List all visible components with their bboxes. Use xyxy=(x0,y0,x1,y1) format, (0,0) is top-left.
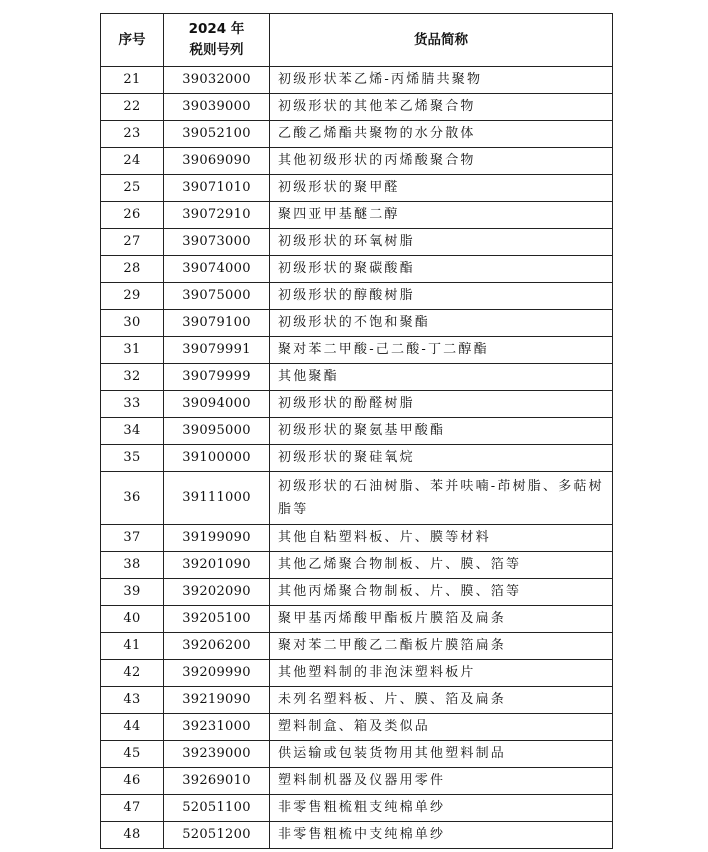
cell-code: 39079100 xyxy=(164,310,270,337)
cell-code: 52051200 xyxy=(164,822,270,849)
cell-name: 初级形状的醇酸树脂 xyxy=(270,283,613,310)
cell-seq: 32 xyxy=(101,364,164,391)
cell-code: 52051100 xyxy=(164,795,270,822)
cell-code: 39071010 xyxy=(164,175,270,202)
cell-code: 39079999 xyxy=(164,364,270,391)
cell-seq: 23 xyxy=(101,121,164,148)
cell-seq: 40 xyxy=(101,606,164,633)
cell-seq: 27 xyxy=(101,229,164,256)
cell-code: 39199090 xyxy=(164,525,270,552)
table-row xyxy=(101,202,613,229)
cell-name: 其他自粘塑料板、片、膜等材料 xyxy=(270,525,613,552)
table-header-row xyxy=(101,14,613,67)
table-row xyxy=(101,94,613,121)
cell-name: 初级形状的其他苯乙烯聚合物 xyxy=(270,94,613,121)
cell-seq: 30 xyxy=(101,310,164,337)
cell-seq: 37 xyxy=(101,525,164,552)
table-row xyxy=(101,741,613,768)
header-name: 货品简称 xyxy=(270,14,613,67)
table-row xyxy=(101,525,613,552)
table-row xyxy=(101,445,613,472)
cell-seq: 45 xyxy=(101,741,164,768)
table-row xyxy=(101,364,613,391)
cell-code: 39095000 xyxy=(164,418,270,445)
cell-name: 初级形状的聚氨基甲酸酯 xyxy=(270,418,613,445)
table-row xyxy=(101,714,613,741)
cell-code: 39073000 xyxy=(164,229,270,256)
cell-seq: 21 xyxy=(101,67,164,94)
table-row xyxy=(101,283,613,310)
table-row xyxy=(101,579,613,606)
cell-name: 非零售粗梳中支纯棉单纱 xyxy=(270,822,613,849)
cell-code: 39094000 xyxy=(164,391,270,418)
cell-name: 乙酸乙烯酯共聚物的水分散体 xyxy=(270,121,613,148)
cell-name: 聚对苯二甲酸乙二酯板片膜箔扁条 xyxy=(270,633,613,660)
cell-seq: 25 xyxy=(101,175,164,202)
cell-code: 39201090 xyxy=(164,552,270,579)
cell-code: 39231000 xyxy=(164,714,270,741)
cell-seq: 34 xyxy=(101,418,164,445)
cell-seq: 28 xyxy=(101,256,164,283)
cell-seq: 41 xyxy=(101,633,164,660)
cell-code: 39079991 xyxy=(164,337,270,364)
cell-name: 其他聚酯 xyxy=(270,364,613,391)
cell-name: 供运输或包装货物用其他塑料制品 xyxy=(270,741,613,768)
cell-name: 非零售粗梳粗支纯棉单纱 xyxy=(270,795,613,822)
cell-name: 初级形状的不饱和聚酯 xyxy=(270,310,613,337)
table-row xyxy=(101,633,613,660)
cell-name: 初级形状的聚硅氧烷 xyxy=(270,445,613,472)
tariff-table xyxy=(100,13,613,849)
header-seq: 序号 xyxy=(101,14,164,67)
header-code-year: 2024 年 xyxy=(188,21,245,37)
cell-seq: 46 xyxy=(101,768,164,795)
cell-seq: 38 xyxy=(101,552,164,579)
cell-name: 聚对苯二甲酸-己二酸-丁二醇酯 xyxy=(270,337,613,364)
cell-seq: 44 xyxy=(101,714,164,741)
table-row xyxy=(101,175,613,202)
cell-code: 39111000 xyxy=(164,472,270,525)
table-row xyxy=(101,606,613,633)
table-row xyxy=(101,310,613,337)
cell-name: 聚甲基丙烯酸甲酯板片膜箔及扁条 xyxy=(270,606,613,633)
cell-name: 初级形状的石油树脂、苯并呋喃-茚树脂、多萜树脂等 xyxy=(270,472,613,525)
cell-code: 39269010 xyxy=(164,768,270,795)
cell-seq: 48 xyxy=(101,822,164,849)
cell-name: 聚四亚甲基醚二醇 xyxy=(270,202,613,229)
cell-name: 其他塑料制的非泡沫塑料板片 xyxy=(270,660,613,687)
cell-seq: 36 xyxy=(101,472,164,525)
cell-name: 其他丙烯聚合物制板、片、膜、箔等 xyxy=(270,579,613,606)
table-row xyxy=(101,552,613,579)
cell-code: 39219090 xyxy=(164,687,270,714)
header-code-label: 税则号列 xyxy=(189,42,244,58)
cell-name: 初级形状苯乙烯-丙烯腈共聚物 xyxy=(270,67,613,94)
table-row xyxy=(101,229,613,256)
table-row xyxy=(101,822,613,849)
cell-code: 39052100 xyxy=(164,121,270,148)
cell-code: 39039000 xyxy=(164,94,270,121)
cell-code: 39239000 xyxy=(164,741,270,768)
cell-code: 39074000 xyxy=(164,256,270,283)
table-row xyxy=(101,148,613,175)
cell-code: 39075000 xyxy=(164,283,270,310)
cell-code: 39100000 xyxy=(164,445,270,472)
cell-seq: 42 xyxy=(101,660,164,687)
tariff-table-container xyxy=(100,13,612,849)
cell-seq: 35 xyxy=(101,445,164,472)
table-row xyxy=(101,472,613,525)
cell-code: 39209990 xyxy=(164,660,270,687)
cell-name: 初级形状的酚醛树脂 xyxy=(270,391,613,418)
cell-seq: 43 xyxy=(101,687,164,714)
cell-code: 39069090 xyxy=(164,148,270,175)
cell-code: 39032000 xyxy=(164,67,270,94)
cell-code: 39206200 xyxy=(164,633,270,660)
table-row xyxy=(101,67,613,94)
cell-code: 39205100 xyxy=(164,606,270,633)
table-row xyxy=(101,256,613,283)
cell-seq: 22 xyxy=(101,94,164,121)
header-code xyxy=(164,14,270,67)
cell-seq: 33 xyxy=(101,391,164,418)
cell-name: 其他乙烯聚合物制板、片、膜、箔等 xyxy=(270,552,613,579)
table-row xyxy=(101,768,613,795)
cell-name: 初级形状的聚甲醛 xyxy=(270,175,613,202)
table-row xyxy=(101,121,613,148)
table-row xyxy=(101,795,613,822)
cell-name: 初级形状的环氧树脂 xyxy=(270,229,613,256)
cell-name: 塑料制盒、箱及类似品 xyxy=(270,714,613,741)
cell-name: 初级形状的聚碳酸酯 xyxy=(270,256,613,283)
table-row xyxy=(101,391,613,418)
table-row xyxy=(101,418,613,445)
cell-name: 塑料制机器及仪器用零件 xyxy=(270,768,613,795)
table-row xyxy=(101,660,613,687)
cell-code: 39072910 xyxy=(164,202,270,229)
cell-seq: 39 xyxy=(101,579,164,606)
table-row xyxy=(101,337,613,364)
cell-name: 未列名塑料板、片、膜、箔及扁条 xyxy=(270,687,613,714)
cell-name: 其他初级形状的丙烯酸聚合物 xyxy=(270,148,613,175)
cell-seq: 26 xyxy=(101,202,164,229)
cell-seq: 29 xyxy=(101,283,164,310)
cell-code: 39202090 xyxy=(164,579,270,606)
table-row xyxy=(101,687,613,714)
cell-seq: 47 xyxy=(101,795,164,822)
cell-seq: 31 xyxy=(101,337,164,364)
cell-seq: 24 xyxy=(101,148,164,175)
